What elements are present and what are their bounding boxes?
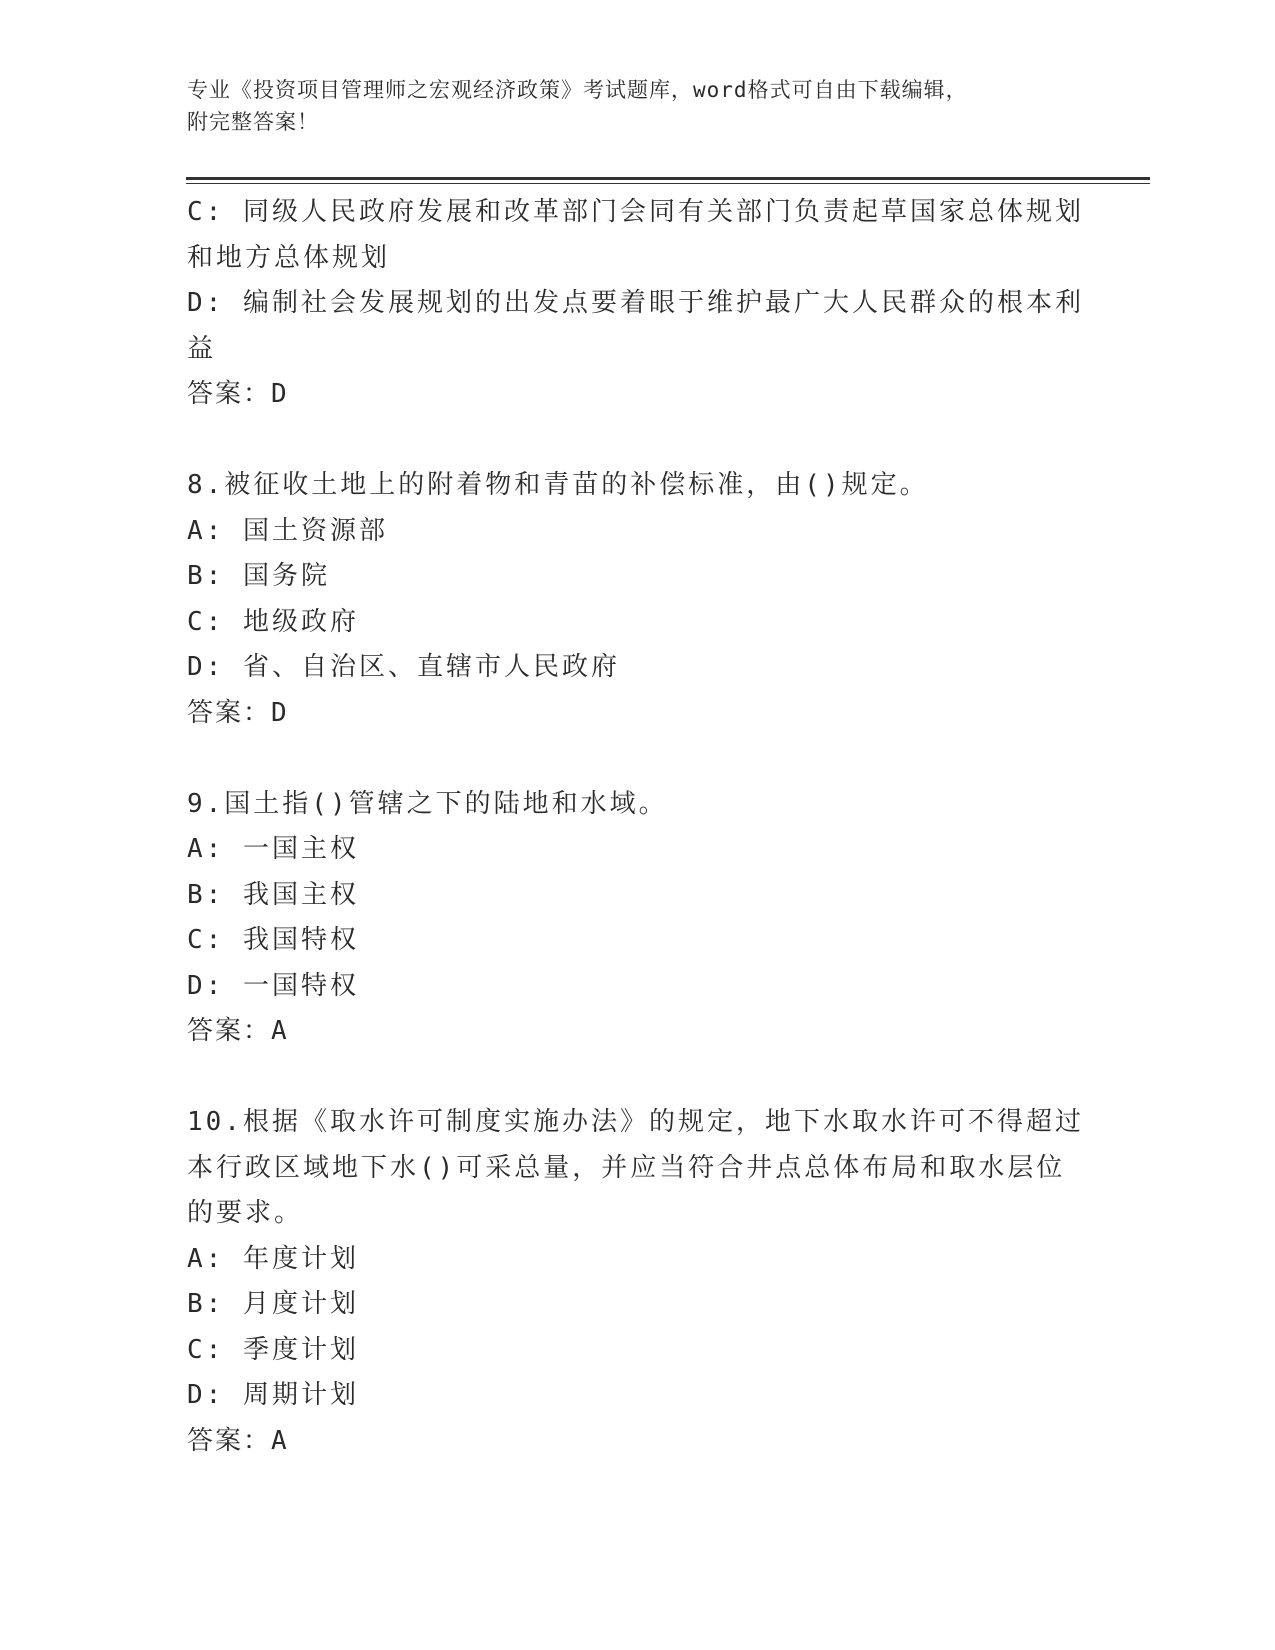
answer-line: 答案：D — [187, 697, 289, 728]
option-b: B: 月度计划 — [187, 1289, 359, 1319]
option-c-line-1: C: 同级人民政府发展和改革部门会同有关部门负责起草国家总体规划 — [187, 197, 1084, 227]
option-a: A: 年度计划 — [187, 1243, 359, 1274]
header-line-1: 专业《投资项目管理师之宏观经济政策》考试题库，word格式可自由下载编辑， — [187, 78, 968, 102]
spacer — [187, 418, 1087, 464]
spacer — [187, 1055, 1087, 1101]
option-a: A: 一国主权 — [187, 834, 359, 864]
answer-line: 答案：A — [187, 1425, 289, 1456]
prev-question-block — [187, 190, 1087, 418]
header-divider-thick — [186, 177, 1150, 180]
option-d: D: 周期计划 — [187, 1380, 359, 1410]
answer-line: 答案：D — [187, 379, 289, 409]
question-stem: 9.国土指()管辖之下的陆地和水域。 — [187, 788, 668, 819]
option-b: B: 国务院 — [187, 561, 330, 591]
document-header — [187, 74, 1067, 138]
option-d-line-2: 益 — [187, 333, 217, 364]
option-d-line-1: D: 编制社会发展规划的出发点要着眼于维护最广大人民群众的根本利 — [187, 288, 1084, 318]
header-line-2: 附完整答案！ — [187, 110, 319, 134]
question-stem-line-1: 10.根据《取水许可制度实施办法》的规定，地下水取水许可不得超过 — [187, 1107, 1084, 1137]
question-block-9 — [187, 782, 1087, 1055]
spacer — [187, 736, 1087, 782]
question-stem-line-3: 的要求。 — [187, 1198, 304, 1228]
header-divider-thin — [186, 183, 1150, 184]
option-c: C: 地级政府 — [187, 606, 359, 637]
option-a: A: 国土资源部 — [187, 515, 388, 546]
option-d: D: 省、自治区、直辖市人民政府 — [187, 652, 620, 682]
option-d: D: 一国特权 — [187, 970, 359, 1001]
option-c: C: 季度计划 — [187, 1334, 359, 1365]
question-block-8 — [187, 463, 1087, 736]
question-stem-line-2: 本行政区域地下水()可采总量，并应当符合井点总体布局和取水层位 — [187, 1152, 1066, 1183]
option-b: B: 我国主权 — [187, 879, 359, 910]
answer-line: 答案：A — [187, 1016, 289, 1046]
option-c: C: 我国特权 — [187, 925, 359, 955]
question-block-10 — [187, 1100, 1087, 1464]
option-c-line-2: 和地方总体规划 — [187, 242, 391, 273]
question-stem: 8.被征收土地上的附着物和青苗的补偿标准，由()规定。 — [187, 470, 929, 500]
question-list — [187, 190, 1087, 1464]
